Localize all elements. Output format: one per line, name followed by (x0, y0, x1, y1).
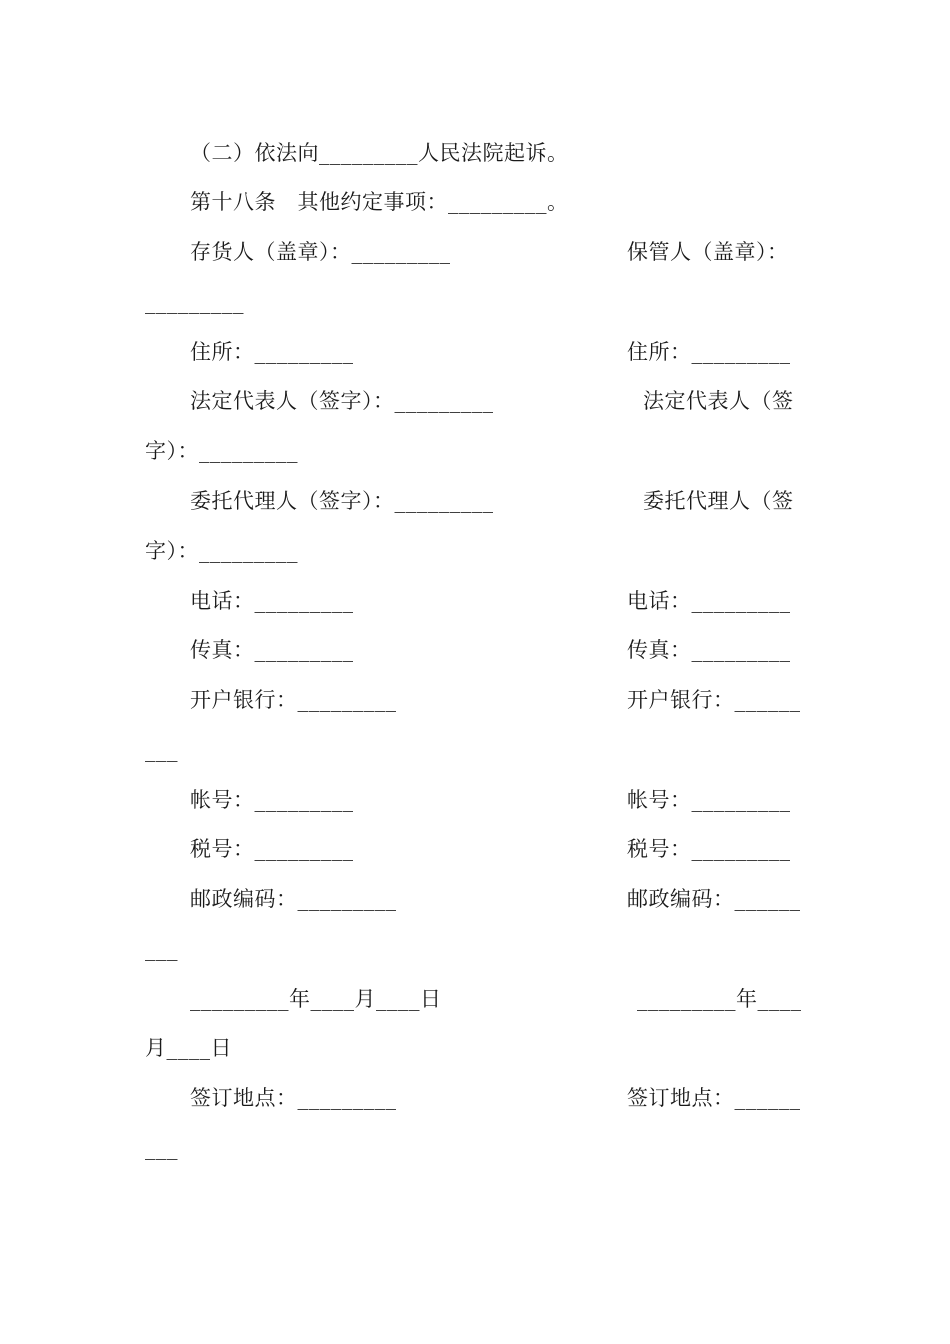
depositor-seal: 存货人（盖章）：_________ (190, 240, 451, 264)
depositor-agent: 委托代理人（签字）：_________ (190, 489, 494, 513)
custodian-date-cont: 月____日 (145, 1036, 232, 1060)
depositor-address: 住所：_________ (190, 340, 354, 364)
custodian-address: 住所：_________ (627, 340, 791, 364)
custodian-seal: 保管人（盖章）： (627, 240, 789, 264)
custodian-bank-cont: ___ (145, 738, 178, 762)
custodian-seal-blank: _________ (145, 290, 244, 314)
custodian-fax: 传真：_________ (627, 638, 791, 662)
custodian-postcode: 邮政编码：______ (627, 887, 801, 911)
depositor-fax: 传真：_________ (190, 638, 354, 662)
custodian-agent: 委托代理人（签 (643, 489, 794, 513)
custodian-postcode-cont: ___ (145, 937, 178, 961)
depositor-account: 帐号：_________ (190, 788, 354, 812)
custodian-tax-id: 税号：_________ (627, 837, 791, 861)
custodian-legal-rep: 法定代表人（签 (643, 389, 794, 413)
depositor-bank: 开户银行：_________ (190, 688, 397, 712)
depositor-date: _________年____月____日 (190, 987, 442, 1011)
custodian-legal-rep-cont: 字）：_________ (145, 439, 298, 463)
depositor-postcode: 邮政编码：_________ (190, 887, 397, 911)
depositor-signing-place: 签订地点：_________ (190, 1086, 397, 1110)
depositor-legal-rep: 法定代表人（签字）：_________ (190, 389, 494, 413)
custodian-agent-cont: 字）：_________ (145, 539, 298, 563)
clause-lawsuit: （二）依法向_________人民法院起诉。 (190, 141, 569, 165)
depositor-phone: 电话：_________ (190, 589, 354, 613)
custodian-phone: 电话：_________ (627, 589, 791, 613)
article-18-other-terms: 第十八条 其他约定事项：_________。 (190, 190, 569, 214)
custodian-account: 帐号：_________ (627, 788, 791, 812)
custodian-date: _________年____ (637, 987, 802, 1011)
custodian-signing-place: 签订地点：______ (627, 1086, 801, 1110)
depositor-tax-id: 税号：_________ (190, 837, 354, 861)
custodian-signing-place-cont: ___ (145, 1136, 178, 1160)
custodian-bank: 开户银行：______ (627, 688, 801, 712)
